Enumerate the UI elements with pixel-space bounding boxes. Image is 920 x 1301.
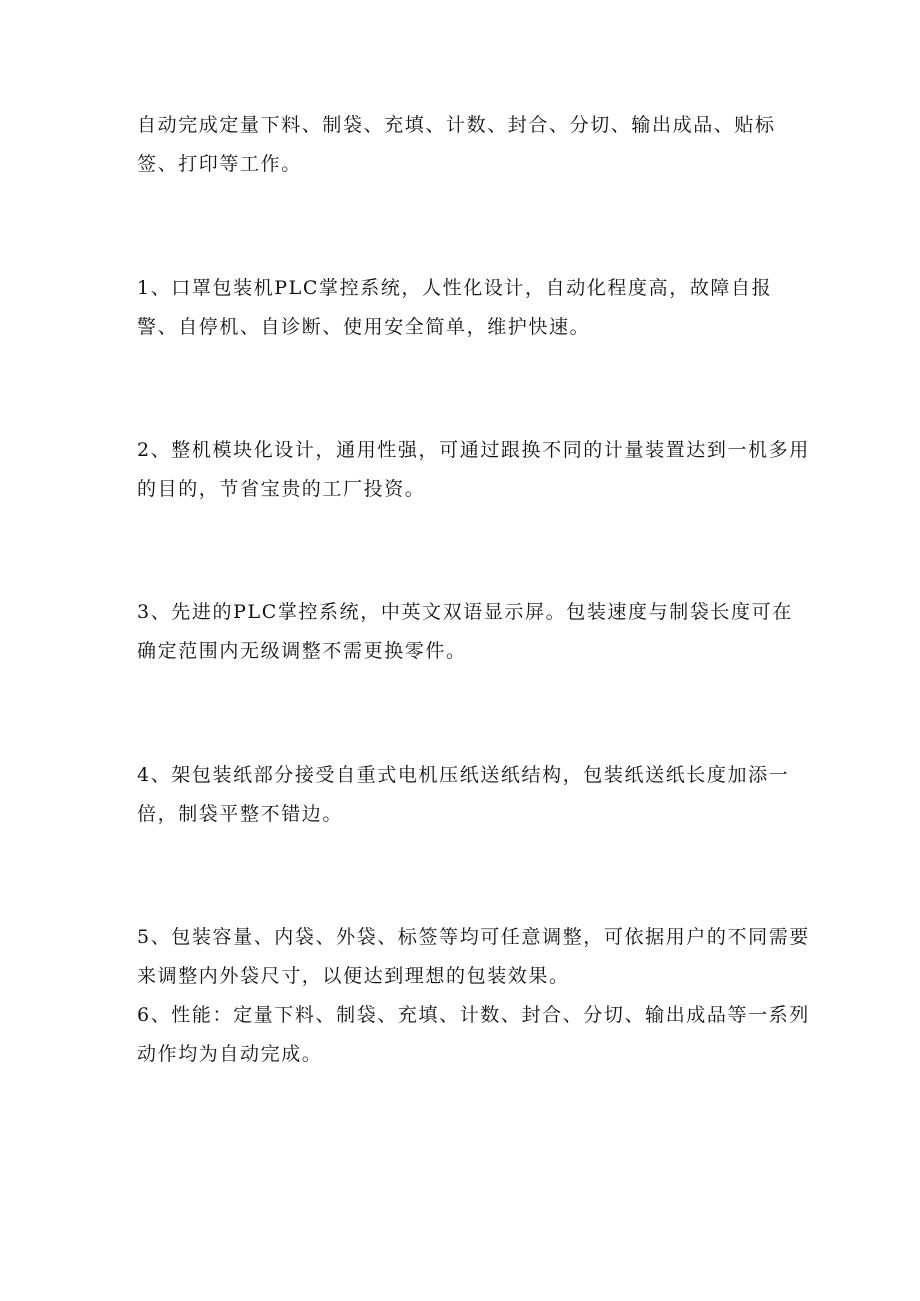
feature-paragraph-2: 2、整机模块化设计，通用性强，可通过跟换不同的计量装置达到一机多用的目的，节省宝贵的工厂投资。 bbox=[137, 439, 810, 500]
feature-paragraph-1: 1、口罩包装机PLC掌控系统，人性化设计，自动化程度高，故障自报警、自停机、自诊断、使用安全简单，维护快速。 bbox=[137, 277, 773, 338]
intro-paragraph: 自动完成定量下料、制袋、充填、计数、封合、分切、输出成品、贴标签、打印等工作。 bbox=[137, 114, 776, 175]
feature-paragraph-4: 4、架包装纸部分接受自重式电机压纸送纸结构，包装纸送纸长度加添一倍，制袋平整不错边。 bbox=[137, 764, 790, 825]
feature-paragraph-3: 3、先进的PLC掌控系统，中英文双语显示屏。包装速度与制袋长度可在确定范围内无级调整不需更换零件。 bbox=[137, 601, 793, 662]
feature-paragraph-5: 5、包装容量、内袋、外袋、标签等均可任意调整，可依据用户的不同需要来调整内外袋尺寸，以便达到理想的包装效果。 bbox=[137, 926, 810, 987]
feature-paragraph-6: 6、性能：定量下料、制袋、充填、计数、封合、分切、输出成品等一系列动作均为自动完成。 bbox=[137, 1004, 810, 1065]
